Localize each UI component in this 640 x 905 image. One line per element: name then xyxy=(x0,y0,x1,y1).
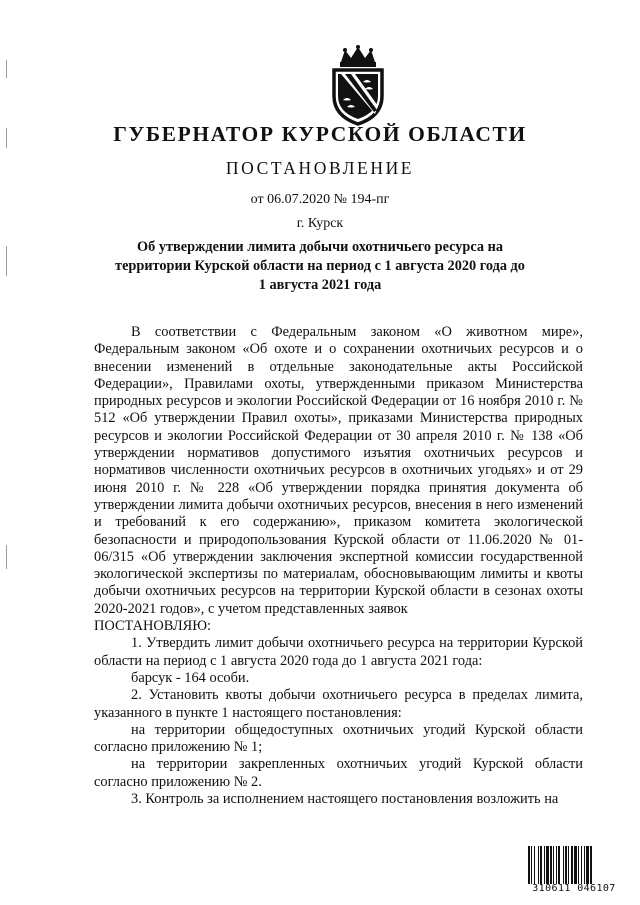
date-and-number: от 06.07.2020 № 194-пг xyxy=(250,192,390,207)
barcode-number: 310611 046107 xyxy=(532,883,616,894)
clause-1: 1. Утвердить лимит добычи охотничьего ресурса на территории Курской области на период с 1 августа 2020 года до 1 августа 2021 года: xyxy=(94,635,583,669)
city: г. Курск xyxy=(296,216,344,231)
barcode-icon xyxy=(528,846,620,884)
document-body xyxy=(94,324,583,808)
clause-2: 2. Установить квоты добычи охотничьего ресурса в пределах лимита, указанного в пункте 1 настоящего постановления: xyxy=(94,687,583,721)
clause-2-item-a: на территории общедоступных охотничьих угодий Курской области согласно приложению № 1; xyxy=(94,721,583,756)
document-type: ПОСТАНОВЛЕНИЕ xyxy=(225,158,415,178)
resolve-word: ПОСТАНОВЛЯЮ: xyxy=(94,618,212,635)
scan-artifact xyxy=(6,246,7,276)
document-title: ГУБЕРНАТОР КУРСКОЙ ОБЛАСТИ xyxy=(113,122,527,146)
clause-2-item-b: на территории закрепленных охотничьих угодий Курской области согласно приложению № 2. xyxy=(94,756,583,790)
preamble-paragraph: В соответствии с Федеральным законом «О животном мире», Федеральным законом «Об охоте и о сохранении охотничьих ресурсов и о внесении изменений в отдельные законодательные акты Российской Федерации», Правилами охоты, утвержденными приказом Министерства природных ресурсов и экологии Российской Федерации от 16 ноября 2010 г. № 512 «Об утверждении Правил охоты», приказами Министерства природных ресурсов и экологии Российской Федерации от 30 апреля 2010 г. № 138 «Об утверждении нормативов допустимого изъятия охотничьих ресурсов и нормативов численности охотничьих ресурсов в охотничьих угодьях» и от 29 июня 2010 г. № 228 «Об утверждении порядка принятия документа об утверждении лимита добычи охотничьих ресурсов, внесения в него изменений и требований к его содержанию», приказом комитета экологической безопасности и природопользования Курской области от 11.06.2020 № 01-06/315 «Об утверждении заключения экспертной комиссии государственной экологической экспертизы по материалам, обосновывающим лимиты и квоты добычи охотничьих ресурсов на территории Курской области в сезонах охоты 2020-2021 годов», с учетом представленных заявок xyxy=(94,324,583,617)
coat-of-arms-icon xyxy=(327,44,389,126)
decree-title: Об утверждении лимита добычи охотничьего ресурса на территории Курской области на период с 1 августа 2020 года до 1 августа 2021 года xyxy=(115,239,525,293)
scan-artifact xyxy=(6,60,7,78)
clause-3: 3. Контроль за исполнением настоящего постановления возложить на xyxy=(131,791,559,808)
scan-artifact xyxy=(6,545,7,569)
clause-1-item: барсук - 164 особи. xyxy=(131,669,250,686)
